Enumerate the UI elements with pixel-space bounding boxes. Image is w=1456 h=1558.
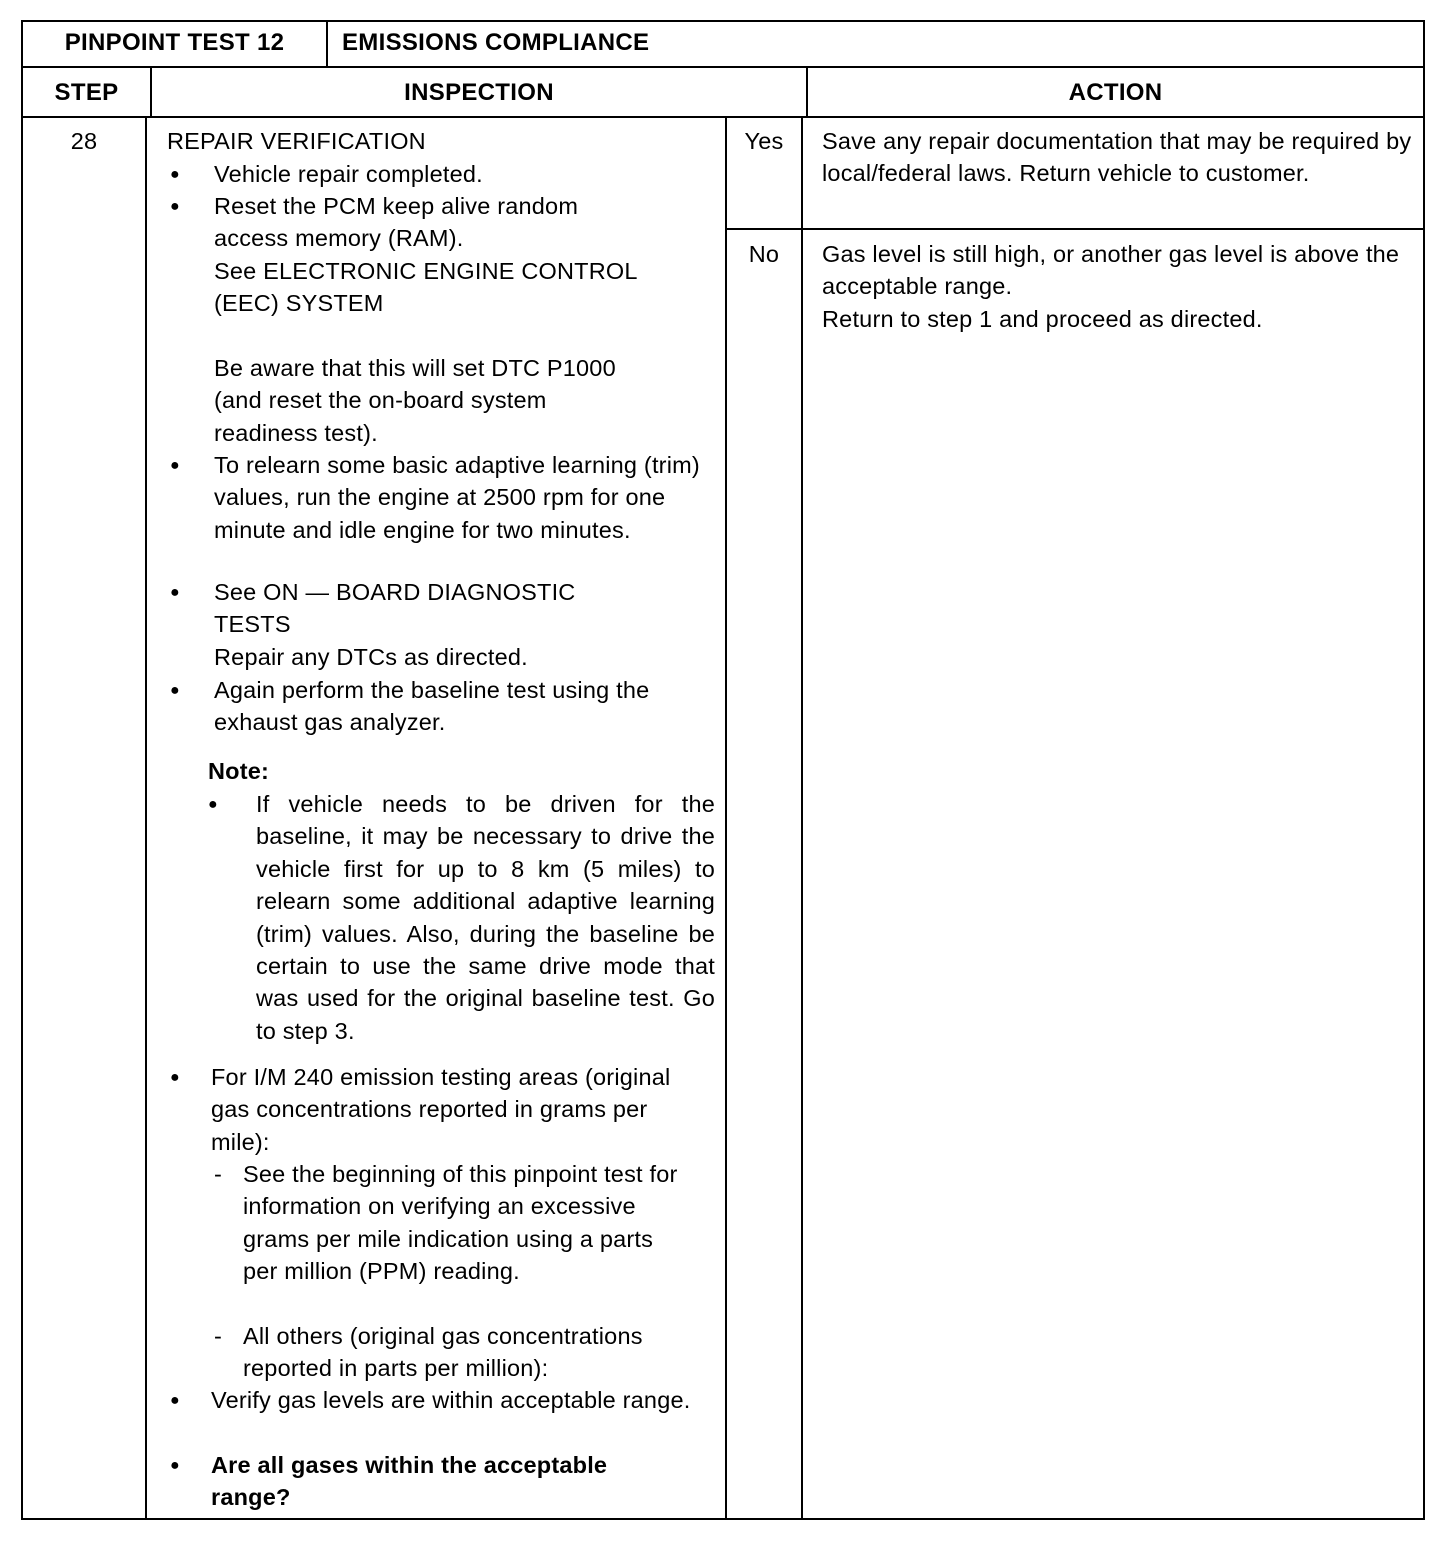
bullet-icon: ●	[170, 1457, 180, 1474]
no-action: Gas level is still high, or another gas level is above the acceptable range. Return to step 1 and proceed as directed.	[822, 241, 1400, 332]
bullet-icon: ●	[170, 198, 180, 215]
verify-item: Verify gas levels are within acceptable range.	[211, 1387, 691, 1413]
note-label: Note:	[208, 758, 270, 784]
bullet-icon: ●	[170, 584, 180, 601]
im240-sub-item-2: All others (original gas concentrations reported in parts per million):	[243, 1323, 643, 1382]
title-divider	[326, 20, 328, 68]
bullet-icon: ●	[208, 796, 218, 813]
step-col-divider	[145, 116, 147, 1520]
answer-no: No	[748, 241, 780, 267]
note-text: If vehicle needs to be driven for the baseline, it may be necessary to drive the vehicle first for up to 8 km (5 miles) to relearn some additional adaptive learning (trim) values. Also, during the baseline be certain to use the same drive mode that was used for the original baseline test. Go to step 3.	[256, 791, 715, 1044]
bullet-icon: ●	[170, 1069, 180, 1086]
bullet-icon: ●	[170, 457, 180, 474]
bullet-icon: ●	[170, 166, 180, 183]
yes-action: Save any repair documentation that may be required by local/federal laws. Return vehicle to customer.	[822, 128, 1412, 187]
test-label: PINPOINT TEST 12	[64, 29, 285, 56]
answer-col-divider	[725, 116, 727, 1520]
action-col-divider	[801, 116, 803, 1520]
dash-icon: -	[214, 1323, 223, 1349]
inspection-item-4: See ON — BOARD DIAGNOSTIC TESTS Repair any DTCs as directed.	[214, 579, 576, 670]
im240-sub-item-1: See the beginning of this pinpoint test for information on verifying an excessive grams per mile indication using a parts per million (PPM) reading.	[243, 1161, 678, 1285]
answer-yes: Yes	[744, 128, 784, 154]
column-header-step: STEP	[54, 79, 119, 106]
bullet-icon: ●	[170, 1392, 180, 1409]
yes-no-divider	[727, 228, 1425, 230]
im240-item: For I/M 240 emission testing areas (original gas concentrations reported in grams per mile):	[211, 1064, 671, 1155]
column-header-inspection: INSPECTION	[404, 79, 554, 106]
column-header-divider	[21, 116, 1425, 118]
question-item: Are all gases within the acceptable range?	[211, 1452, 608, 1511]
header-divider	[21, 66, 1425, 68]
test-title: EMISSIONS COMPLIANCE	[342, 29, 650, 56]
bullet-icon: ●	[170, 682, 180, 699]
dash-icon: -	[214, 1161, 223, 1187]
step-title: REPAIR VERIFICATION	[167, 128, 426, 154]
inspection-item-5: Again perform the baseline test using the exhaust gas analyzer.	[214, 677, 650, 736]
inspection-item-1: Vehicle repair completed.	[214, 161, 483, 187]
step-number: 28	[70, 128, 98, 154]
column-header-action: ACTION	[1068, 79, 1163, 106]
inspection-item-3: To relearn some basic adaptive learning (trim) values, run the engine at 2500 rpm for one minute and idle engine for two minutes.	[214, 452, 700, 543]
inspection-item-2: Reset the PCM keep alive random access memory (RAM). See ELECTRONIC ENGINE CONTROL (EEC) SYSTEM Be aware that this will set DTC P1000 (and reset the on-board system readiness test).	[214, 193, 637, 446]
